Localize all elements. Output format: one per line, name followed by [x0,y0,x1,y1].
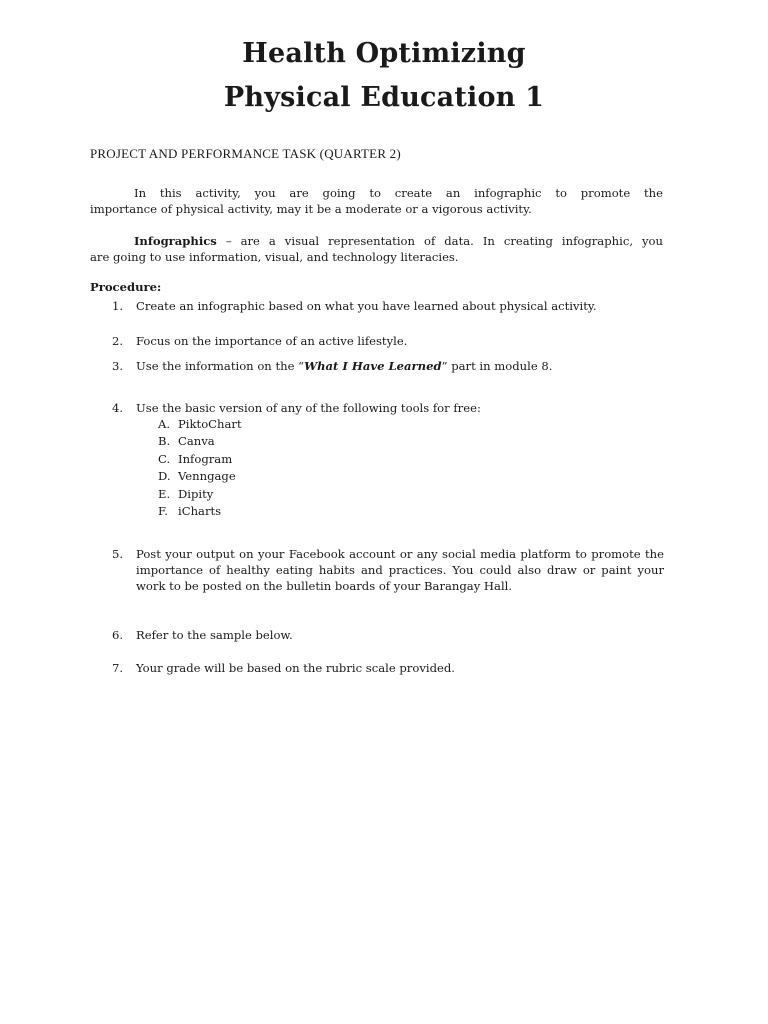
procedure-item-number: 6. [112,628,124,642]
tool-item [158,433,242,450]
procedure-item-text: Create an infographic based on what you have learned about physical activity. [136,299,597,313]
tools-list [158,416,242,520]
tool-name: Infogram [178,451,233,466]
tool-name: Venngage [178,469,236,484]
intro-line-1: In this activity, you are going to create an infographic to promote the [134,186,663,200]
procedure-item-number: 7. [112,661,124,675]
procedure-item-text-before: Use the information on the “ [136,359,305,373]
tool-letter: F. [158,504,168,519]
tool-letter: A. [158,417,171,431]
procedure-item-number: 3. [112,359,124,373]
procedure-item-text: Focus on the importance of an active lifestyle. [136,334,408,348]
definition-line-1-rest: – are a visual representation of data. In creating infographic, you [216,234,663,248]
tool-name: PiktoChart [178,417,242,431]
definition-paragraph [90,233,663,265]
definition-line-1 [90,233,663,249]
procedure-item-number: 5. [112,547,124,561]
tool-letter: D. [158,469,171,484]
procedure-item-text: Use the basic version of any of the following tools for free: [136,401,481,415]
procedure-item-number: 4. [112,401,124,415]
module-section-reference: What I Have Learned [304,359,442,373]
intro-line-2: importance of physical activity, may it be a moderate or a vigorous activity. [90,202,532,216]
procedure-item-text: Post your output on your Facebook account or any social media platform to promote the importance of healthy eating habits and practices. You could also draw or paint your work to be posted on the bulletin boards of your Barangay Hall. [136,547,664,593]
procedure-item-number: 1. [112,299,124,313]
intro-paragraph [90,185,663,217]
tool-name: Canva [178,434,215,449]
procedure-item-text-after: ” part in module 8. [441,359,553,373]
definition-term: Infographics [134,234,217,248]
tool-letter: E. [158,486,171,501]
tool-name: iCharts [178,504,222,519]
tool-item [158,468,242,485]
tool-item [158,503,242,520]
section-heading: PROJECT AND PERFORMANCE TASK (QUARTER 2) [90,146,401,161]
tool-item [158,486,242,503]
tool-letter: C. [158,451,171,466]
tool-name: Dipity [178,486,214,501]
procedure-item-text: Your grade will be based on the rubric scale provided. [136,661,455,675]
procedure-item-text [136,358,552,374]
tool-letter: B. [158,434,171,449]
tool-item [158,451,242,468]
definition-line-2: are going to use information, visual, and technology literacies. [90,250,459,264]
procedure-label: Procedure: [90,280,162,294]
tool-item [158,416,242,433]
procedure-item-number: 2. [112,334,124,348]
document-title-line-2: Physical Education 1 [223,82,545,113]
document-title-line-1: Health Optimizing [242,38,526,69]
procedure-item-text: Refer to the sample below. [136,628,293,642]
